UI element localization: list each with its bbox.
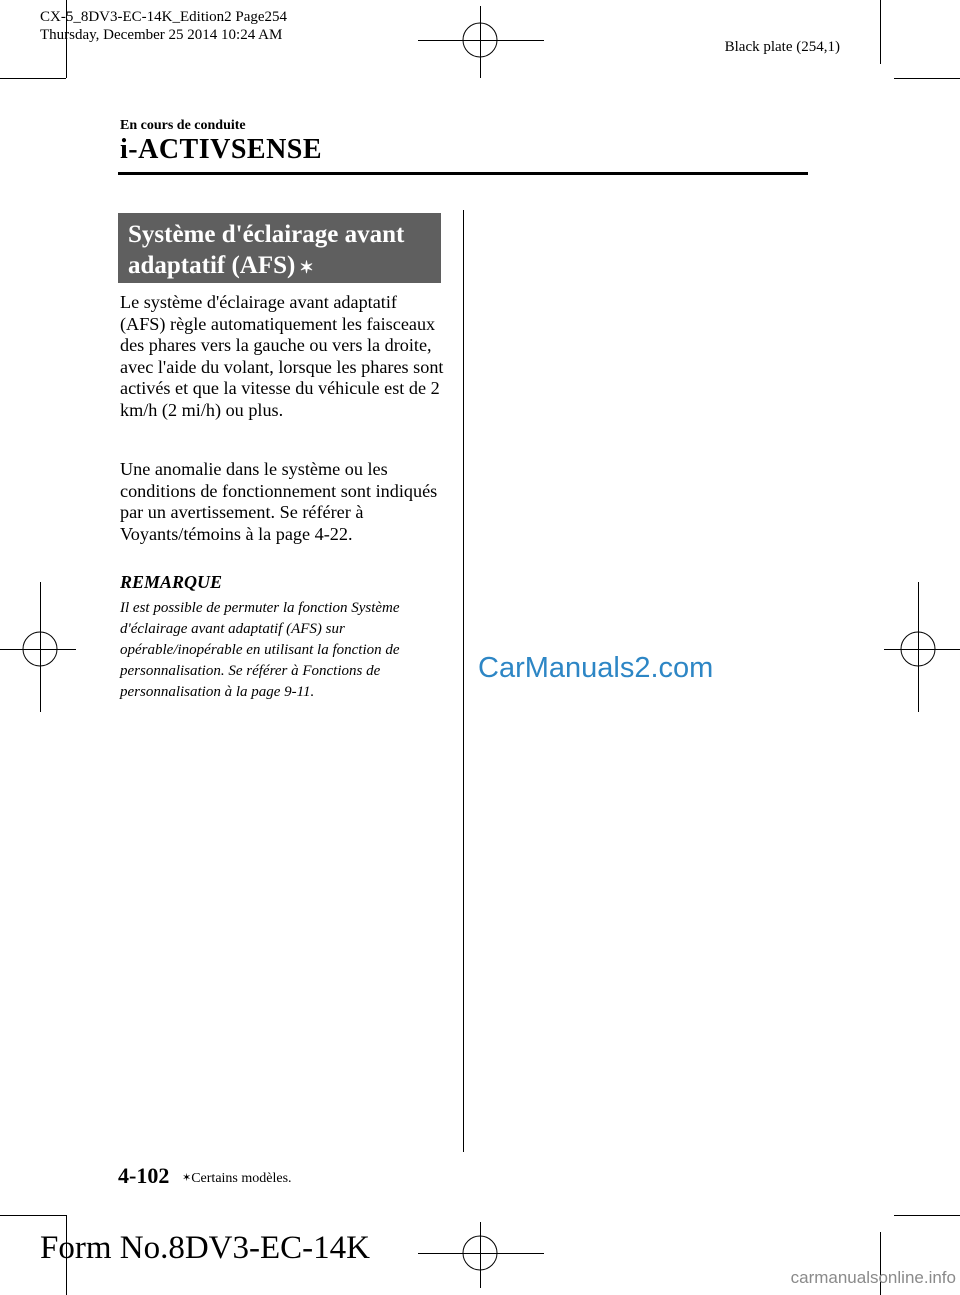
form-number: Form No.8DV3-EC-14K	[40, 1230, 370, 1266]
footnote-text: Certains modèles.	[191, 1171, 292, 1186]
heading-line1: Système d'éclairage avant	[128, 221, 405, 248]
footer-site-watermark: carmanualsonline.info	[790, 1268, 956, 1287]
plate-label: Black plate (254,1)	[724, 39, 840, 55]
heading-line2	[128, 250, 431, 281]
body-paragraph-2: Une anomalie dans le système ou les conditions de fonctionnement sont indiqués par un avertissement. Se référer à Voyants/témoins à la page 4-22.	[120, 459, 438, 544]
star-icon: ✶	[299, 258, 314, 277]
print-header-line1: CX-5_8DV3-EC-14K_Edition2 Page254	[40, 9, 288, 25]
chapter-title: i-ACTIVSENSE	[120, 134, 323, 165]
footnote-star-icon: ✶	[182, 1172, 192, 1184]
body-paragraph-1: Le système d'éclairage avant adaptatif (AFS) règle automatiquement les faisceaux des phares vers la gauche ou vers la droite, avec l'aide du volant, lorsque les phares sont activés et que la vitesse du véhicule est de 2 km/h (2 mi/h) ou plus.	[120, 292, 444, 420]
title-rule	[118, 172, 808, 175]
section-heading	[118, 213, 441, 283]
note-title: REMARQUE	[120, 572, 223, 592]
watermark-logo: CarManuals2.com	[478, 652, 714, 684]
heading-line2-text: adaptatif (AFS)	[128, 252, 296, 279]
print-header-line2: Thursday, December 25 2014 10:24 AM	[40, 27, 283, 43]
section-label: En cours de conduite	[120, 118, 246, 133]
page-number: 4-102	[118, 1163, 170, 1188]
column-divider	[463, 210, 464, 1152]
note-text: Il est possible de permuter la fonction Système d'éclairage avant adaptatif (AFS) sur opérable/inopérable en utilisant la fonction de personnalisation. Se référer à Fonctions de personnalisation à la page 9-11.	[120, 600, 400, 700]
footnote	[182, 1171, 292, 1187]
